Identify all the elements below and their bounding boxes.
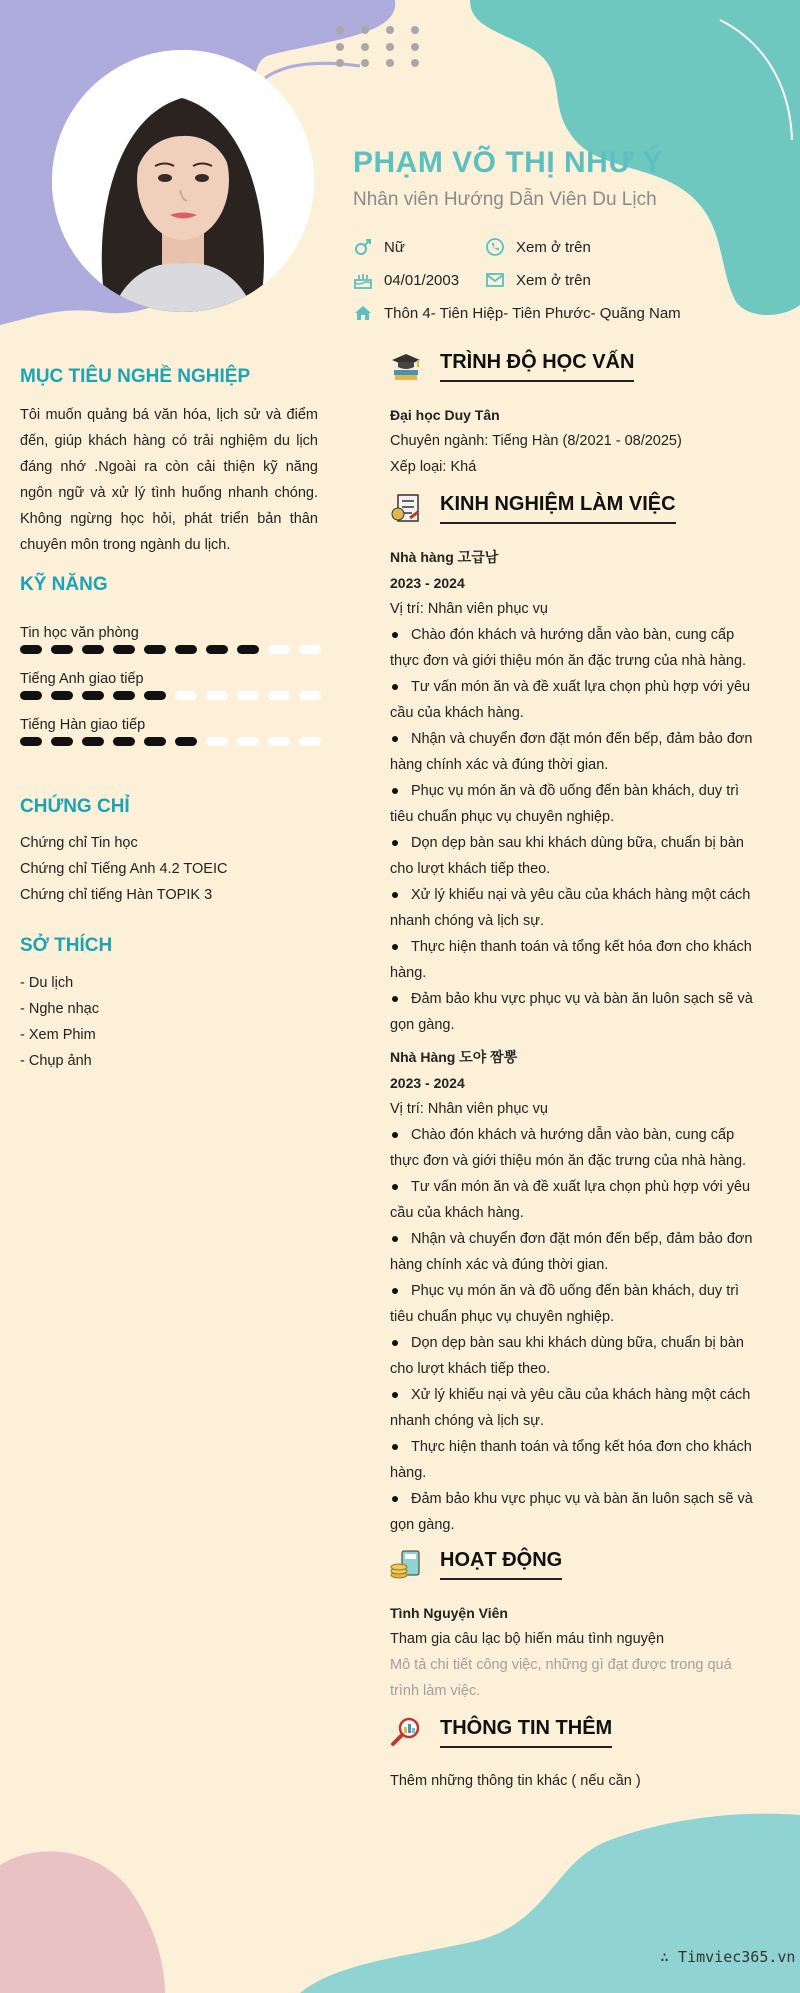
- work-checklist-icon: [390, 492, 422, 524]
- job-entry: [390, 544, 762, 1038]
- skill-segment: [175, 645, 197, 654]
- skill-segment: [237, 645, 259, 654]
- skill-segment: [51, 645, 73, 654]
- skill-segment: [299, 691, 321, 700]
- list-item: Phục vụ món ăn và đồ uống đến bàn khách, duy trì tiêu chuẩn phục vụ chuyên nghiệp.: [390, 778, 762, 830]
- skill-segment: [268, 691, 290, 700]
- skill-segment: [82, 737, 104, 746]
- job-position: Vị trí: Nhân viên phục vụ: [390, 601, 548, 617]
- skill-segment: [237, 737, 259, 746]
- education-grade: Xếp loại: Khá: [390, 459, 477, 475]
- list-item: Phục vụ món ăn và đồ uống đến bàn khách, duy trì tiêu chuẩn phục vụ chuyên nghiệp.: [390, 1278, 762, 1330]
- skill-item: Tiếng Anh giao tiếp: [20, 671, 321, 700]
- skill-segment: [51, 691, 73, 700]
- gender-icon: [353, 237, 373, 257]
- hobbies-heading: SỞ THÍCH: [20, 935, 113, 956]
- list-item: Thực hiện thanh toán và tổng kết hóa đơn cho khách hàng.: [390, 1434, 762, 1486]
- magnifier-chart-icon: [390, 1716, 422, 1748]
- job-period: 2023 - 2024: [390, 1075, 465, 1091]
- phone-icon: [485, 237, 505, 257]
- skill-bar: [20, 737, 321, 746]
- objective-text: Tôi muốn quảng bá văn hóa, lịch sử và điểm đến, giúp khách hàng có trải nghiệm du lịch đáng nhớ .Ngoài ra còn cải thiện kỹ năng ngôn ngữ và xử lý tình huống nhanh chóng. Không ngừng học hỏi, phát triển bản thân chuyên môn trong ngành du lịch.: [20, 407, 318, 553]
- list-item: Đảm bảo khu vực phục vụ và bàn ăn luôn sạch sẽ và gọn gàng.: [390, 1486, 762, 1538]
- list-item: - Xem Phim: [20, 1027, 96, 1043]
- job-period: 2023 - 2024: [390, 575, 465, 591]
- extra-info-block: [390, 1768, 762, 1794]
- skill-segment: [268, 645, 290, 654]
- list-item: - Du lịch: [20, 975, 74, 991]
- skill-bar: [20, 645, 321, 654]
- skill-segment: [206, 691, 228, 700]
- skill-item: Tin học văn phòng: [20, 625, 321, 654]
- skill-segment: [20, 645, 42, 654]
- skill-segment: [20, 691, 42, 700]
- list-item: Thực hiện thanh toán và tổng kết hóa đơn cho khách hàng.: [390, 934, 762, 986]
- list-item: - Nghe nhạc: [20, 1001, 99, 1017]
- job-duties: [390, 622, 762, 1038]
- skill-segment: [299, 737, 321, 746]
- skill-item: Tiếng Hàn giao tiếp: [20, 717, 321, 746]
- list-item: Tư vấn món ăn và đề xuất lựa chọn phù hợp với yêu cầu của khách hàng.: [390, 674, 762, 726]
- list-item: Chứng chỉ Tiếng Anh 4.2 TOEIC: [20, 861, 228, 877]
- certificates-list: [20, 830, 227, 908]
- skill-segment: [20, 737, 42, 746]
- skill-segment: [51, 737, 73, 746]
- skill-bar: [20, 691, 321, 700]
- skill-segment: [206, 645, 228, 654]
- contact-birthday: 04/01/2003: [353, 270, 459, 290]
- activities-heading: HOẠT ĐỘNG: [390, 1548, 562, 1580]
- list-item: Nhận và chuyển đơn đặt món đến bếp, đảm bảo đơn hàng chính xác và đúng thời gian.: [390, 1226, 762, 1278]
- skill-segment: [175, 737, 197, 746]
- graduation-books-icon: [390, 350, 422, 382]
- skill-segment: [82, 691, 104, 700]
- list-item: Chào đón khách và hướng dẫn vào bàn, cung cấp thực đơn và giới thiệu món ăn đặc trưng của nhà hàng.: [390, 622, 762, 674]
- job-entry: [390, 1044, 762, 1538]
- list-item: Xử lý khiếu nại và yêu cầu của khách hàng một cách nhanh chóng và lịch sự.: [390, 1382, 762, 1434]
- job-company: Nhà Hàng 도야 짬뽕: [390, 1049, 518, 1065]
- job-company: Nhà hàng 고급남: [390, 549, 499, 565]
- objective-heading: MỤC TIÊU NGHỀ NGHIỆP: [20, 366, 251, 387]
- skill-segment: [113, 691, 135, 700]
- education-heading: TRÌNH ĐỘ HỌC VẤN: [390, 350, 634, 382]
- activity-detail: Tham gia câu lạc bộ hiến máu tình nguyện: [390, 1631, 665, 1647]
- coins-calculator-icon: [390, 1548, 422, 1580]
- candidate-title: Nhân viên Hướng Dẫn Viên Du Lịch: [353, 189, 657, 210]
- skill-segment: [175, 691, 197, 700]
- skill-segment: [237, 691, 259, 700]
- skill-segment: [113, 737, 135, 746]
- list-item: Chứng chỉ tiếng Hàn TOPIK 3: [20, 887, 213, 903]
- timviec365-logo[interactable]: ∴ Timviec365.vn: [660, 1948, 796, 1966]
- list-item: Xử lý khiếu nại và yêu cầu của khách hàng một cách nhanh chóng và lịch sự.: [390, 882, 762, 934]
- candidate-name: PHẠM VÕ THỊ NHƯ Ý: [353, 146, 664, 179]
- hobbies-list: [20, 970, 99, 1074]
- home-icon: [353, 303, 373, 323]
- skill-segment: [113, 645, 135, 654]
- skill-segment: [144, 645, 166, 654]
- skill-segment: [206, 737, 228, 746]
- school-name: Đại học Duy Tân: [390, 407, 500, 423]
- skill-segment: [144, 691, 166, 700]
- extra-info-heading: THÔNG TIN THÊM: [390, 1716, 612, 1748]
- contact-address: Thôn 4- Tiên Hiệp- Tiên Phước- Quãng Nam: [353, 303, 681, 323]
- experience-heading: KINH NGHIỆM LÀM VIỆC: [390, 492, 676, 524]
- job-position: Vị trí: Nhân viên phục vụ: [390, 1101, 548, 1117]
- education-major: Chuyên ngành: Tiếng Hàn (8/2021 - 08/2025): [390, 433, 682, 449]
- extra-info-text: Thêm những thông tin khác ( nếu cần ): [390, 1773, 641, 1789]
- job-duties: [390, 1122, 762, 1538]
- skill-segment: [299, 645, 321, 654]
- activity-title: Tình Nguyện Viên: [390, 1605, 508, 1621]
- list-item: Tư vấn món ăn và đề xuất lựa chọn phù hợp với yêu cầu của khách hàng.: [390, 1174, 762, 1226]
- list-item: Nhận và chuyển đơn đặt món đến bếp, đảm bảo đơn hàng chính xác và đúng thời gian.: [390, 726, 762, 778]
- activity-placeholder: Mô tả chi tiết công việc, những gì đạt được trong quá trình làm việc.: [390, 1657, 732, 1699]
- skills-heading: KỸ NĂNG: [20, 574, 108, 595]
- list-item: Dọn dẹp bàn sau khi khách dùng bữa, chuẩn bị bàn cho lượt khách tiếp theo.: [390, 830, 762, 882]
- list-item: - Chụp ảnh: [20, 1053, 92, 1069]
- contact-gender: Nữ: [353, 237, 405, 257]
- list-item: Chứng chỉ Tin học: [20, 835, 138, 851]
- contact-email: Xem ở trên: [485, 270, 591, 290]
- avatar: [52, 50, 314, 312]
- activities-block: [390, 1600, 762, 1704]
- contact-phone: Xem ở trên: [485, 237, 591, 257]
- skill-segment: [268, 737, 290, 746]
- skill-segment: [82, 645, 104, 654]
- list-item: Dọn dẹp bàn sau khi khách dùng bữa, chuẩn bị bàn cho lượt khách tiếp theo.: [390, 1330, 762, 1382]
- list-item: Đảm bảo khu vực phục vụ và bàn ăn luôn sạch sẽ và gọn gàng.: [390, 986, 762, 1038]
- skill-segment: [144, 737, 166, 746]
- education-block: [390, 402, 762, 480]
- certificates-heading: CHỨNG CHỈ: [20, 796, 130, 817]
- mail-icon: [485, 270, 505, 290]
- birthday-cake-icon: [353, 270, 373, 290]
- list-item: Chào đón khách và hướng dẫn vào bàn, cung cấp thực đơn và giới thiệu món ăn đặc trưng của nhà hàng.: [390, 1122, 762, 1174]
